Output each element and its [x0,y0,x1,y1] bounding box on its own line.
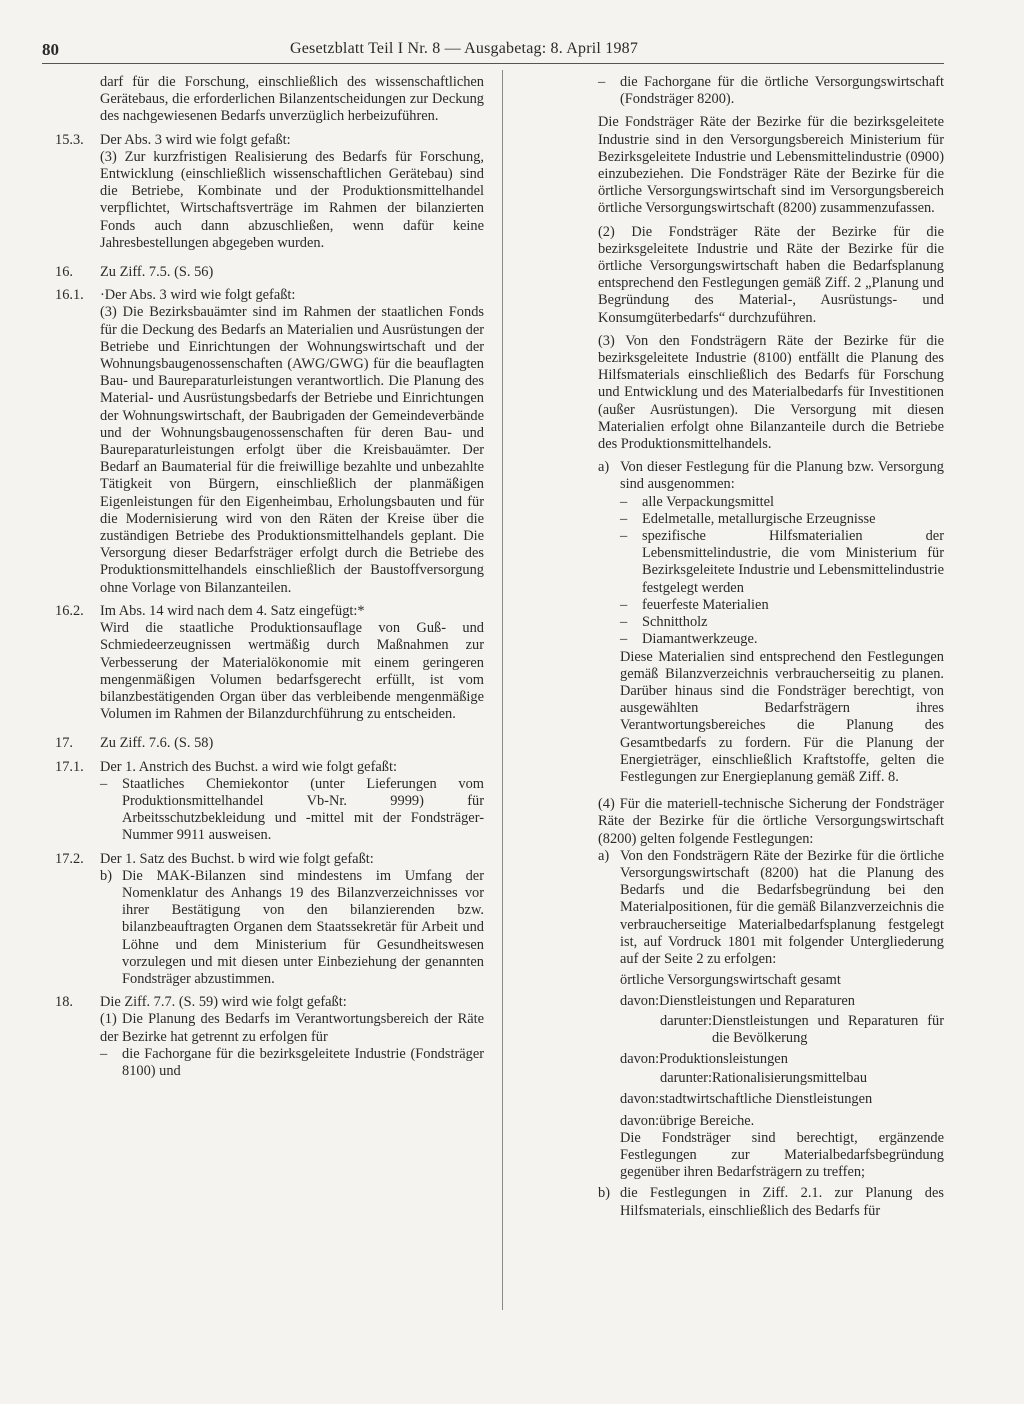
breakdown-key: davon: [620,1112,660,1129]
breakdown-key: davon: [620,1050,660,1067]
section-17 [55,735,484,752]
list-item-b [598,1185,944,1219]
section-number: 16.1. [55,287,84,304]
dash-item [620,511,944,528]
breakdown-total: örtliche Versorgungswirtschaft gesamt [620,972,841,989]
section-15-3 [55,131,484,252]
section-number: 15.3. [55,131,84,148]
breakdown-row [598,993,944,1010]
section-17-1 [55,758,484,845]
dash-mark: – [620,510,628,527]
breakdown-subrow [598,1070,944,1087]
paragraph: Die Fondsträger Räte der Bezirke für die bezirksgeleitete Industrie sind in den Versorgungsbereich Ministerium für Bezirksgeleitete Industrie und Lebensmittelindustrie (0900) einzubeziehen. Die Fondsträger Räte der Bezirke für die örtliche Versorgungswirtschaft sind im Versorgungsbereich örtliche Versorgungswirtschaft (8200) zusammenzufassen. [598,114,944,217]
dash-text: alle Verpackungsmittel [642,493,775,510]
section-16 [55,264,484,281]
breakdown-subrow [598,1013,944,1047]
section-heading: ·Der Abs. 3 wird wie folgt gefaßt: [100,287,296,304]
section-heading: Zu Ziff. 7.6. (S. 58) [100,735,214,752]
breakdown-value: übrige Bereiche. [659,1112,755,1129]
dash-text: Schnittholz [642,614,708,631]
breakdown-row [598,1091,944,1108]
dash-mark: – [598,74,606,90]
page-header: Gesetzblatt Teil I Nr. 8 — Ausgabetag: 8. April 1987 [290,40,639,57]
section-number: 16. [55,264,73,281]
list-item-a [598,459,944,786]
dash-mark: – [100,1045,108,1062]
dash-item [620,494,944,511]
list-marker: a) [598,459,610,476]
section-17-2 [55,850,484,989]
list-marker: b) [100,867,112,884]
breakdown-value: Produktionsleistungen [659,1050,788,1067]
breakdown-value: Rationalisierungsmittelbau [711,1070,868,1087]
dash-mark: – [620,631,628,648]
dash-item [620,614,944,631]
dash-mark: – [100,775,108,792]
list-marker: b) [598,1185,610,1202]
breakdown-value: Dienstleistungen und Reparaturen [659,993,855,1010]
section-number: 18. [55,994,73,1011]
dash-text: feuerfeste Materialien [642,596,769,613]
right-column [598,74,944,1220]
breakdown-value: stadtwirtschaftliche Dienstleistungen [659,1091,873,1108]
list-text: die Festlegungen in Ziff. 2.1. zur Planung des Hilfsmaterials, einschließlich des Bedarfs für [620,1185,944,1219]
dash-text: die Fachorgane für die örtliche Versorgungswirtschaft (Fondsträger 8200). [620,74,944,108]
dash-item [598,74,944,108]
left-column [55,74,484,1080]
dash-text: Diamantwerkzeuge. [642,631,758,648]
section-16-1 [55,287,484,597]
breakdown-key: davon: [620,993,660,1010]
list-text: Von dieser Festlegung für die Planung bzw. Versorgung sind ausgenommen: [620,459,944,493]
paragraph: Die Fondsträger sind berechtigt, ergänzende Festlegungen zur Materialbedarfsbegründung gegenüber ihren Bedarfsträgern zu treffen; [620,1129,944,1181]
paragraph: (3) Von den Fondsträgern Räte der Bezirke für die bezirksgeleitete Industrie (8100) entfällt die Planung des Hilfsmaterials einschließlich des Bedarfs für Forschung und Entwicklung und des Materialbedarfs für Investitionen (außer Ausrüstungen). Die Versorgung mit diesen Materialien erfolgt ohne Bilanzanteile durch die Betriebe des Produktionsmittelhandels. [598,332,944,453]
list-text: Von den Fondsträgern Räte der Bezirke für die örtliche Versorgungswirtschaft (8200) hat die Planung des Bedarfs und die Bedarfsbegründung bei den Materialpositionen, für die gemäß Bilanzverzeichnis die verbraucherseitige Materialbedarfsplanung festgelegt ist, auf Vordruck 1801 mit folgender Untergliederung auf der Seite 2 zu erfolgen: [620,847,944,967]
dash-item [620,631,944,648]
dash-text: spezifische Hilfsmaterialien der Lebensmittelindustrie, die vom Ministerium für Bezirksgeleitete Industrie und Lebensmittelindustrie festgelegt werden [642,528,944,596]
paragraph: Diese Materialien sind entsprechend den Festlegungen gemäß Bilanzverzeichnis verbraucherseitig zu planen. Darüber hinaus sind die Fondsträger berechtigt, von ausgewählten Bedarfsträgern ihres Verantwortungsbereiches die Planung des Gesamtbedarfs zu fordern. Für die Planung der Energieträger, einschließlich Kraftstoffe, gelten die Festlegungen zur Energieplanung gemäß Ziff. 8. [620,648,944,785]
section-heading: Im Abs. 14 wird nach dem 4. Satz eingefügt:* [100,602,365,619]
section-number: 17.1. [55,758,84,775]
dash-item [100,1046,484,1080]
paragraph: (3) Zur kurzfristigen Realisierung des Bedarfs für Forschung, Entwicklung (einschließlich wissenschaftlichen Gerätebau) sind die Betriebe, Kombinate und der Produktionsmittelhandel verpflichtet, Wirtschaftsverträge im Rahmen der bilanzierten Fonds auch dann abzuschließen, wenn dafür keine Jahresbestellungen abgegeben wurden. [100,148,484,251]
breakdown-row [598,1051,944,1068]
breakdown-key: davon: [620,1091,660,1108]
paragraph: (4) Für die materiell-technische Sicherung der Fondsträger Räte der Bezirke für die örtliche Versorgungswirtschaft (8200) gelten folgende Festlegungen: [598,796,944,847]
dash-mark: – [620,596,628,613]
breakdown-key: darunter: [660,1012,712,1029]
column-divider [502,70,503,1310]
dash-mark: – [620,493,628,510]
list-text: Die MAK-Bilanzen sind mindestens im Umfang der Nomenklatur des Anhangs 19 des Bilanzverzeichnisses vor ihrer Bestätigung von den bilanzierenden bzw. bilanzbeauftragten Organen dem Staatssekretär für Arbeit und Löhne und dem Ministerium für Gesundheitswesen vorzulegen und mit diesen unter Einbeziehung der genannten Fondsträger abzustimmen. [122,867,484,987]
section-heading: Der 1. Anstrich des Buchst. a wird wie folgt gefaßt: [100,758,397,775]
section-heading: Der 1. Satz des Buchst. b wird wie folgt gefaßt: [100,850,374,867]
dash-item [620,528,944,597]
dash-mark: – [620,528,628,545]
paragraph: (2) Die Fondsträger Räte der Bezirke für die bezirksgeleitete Industrie und Räte der Bezirke für die örtliche Versorgungswirtschaft haben die Bedarfsplanung entsprechend den Festlegungen gemäß Ziff. 2 „Planung und Begründung des Material-, Ausrüstungs- und Konsumgüterbedarfs“ durchzuführen. [598,223,944,326]
section-number: 16.2. [55,602,84,619]
section-heading: Die Ziff. 7.7. (S. 59) wird wie folgt gefaßt: [100,994,347,1011]
dash-text: Edelmetalle, metallurgische Erzeugnisse [642,510,876,527]
breakdown-value: Dienstleistungen und Reparaturen für die Bevölkerung [711,1012,944,1046]
section-number: 17. [55,735,73,752]
dash-text: Staatliches Chemiekontor (unter Lieferungen vom Produktionsmittelhandel Vb-Nr. 9999) für Arbeitsschutzbekleidung und -mittel mit der Fondsträger-Nummer 9911 ausweisen. [122,775,484,844]
section-18 [55,994,484,1080]
paragraph: (3) Die Bezirksbauämter sind im Rahmen der staatlichen Fonds für die Deckung des Bedarfs an Materialien und Ausrüstungen der Betriebe und Einrichtungen der Wohnungswirtschaft und der Wohnungsbaugenossenschaften (AWG/GWG) für die beauflagten Bau- und Baureparaturleistungen verantwortlich. Die Planung des Material- und Ausrüstungsbedarfs der Betriebe und Einrichtungen der Wohnungswirtschaft, der Baubrigaden der Gemeindeverbände und der Wohnungsbaugenossenschaften für deren Bau- und Baureparaturleistungen erfolgt über die Kreisbauämter. Der Bedarf an Baumaterial für die freiwillige bezahlte und unbezahlte Tätigkeit von Bürgern, einschließlich der planmäßigen Eigenleistungen für den Eigenheimbau, Erholungsbauten und für die Modernisierung wird von den Räten der Kreise über die zuständigen Betriebe des Produktionsmittelhandels geplant. Die Versorgung dieser Bedarfsträger erfolgt durch die Betriebe des Produktionsmittelhandels einschließlich der Baustoffversorgung ohne Vorlage von Bilanzanteilen. [100,304,484,596]
dash-mark: – [620,614,628,631]
breakdown-key: darunter: [660,1070,712,1087]
paragraph: darf für die Forschung, einschließlich des wissenschaftlichen Gerätebaus, die erforderlichen Bilanzentscheidungen zur Deckung des nachgewiesenen Bedarfs unverzüglich herbeizuführen. [100,74,484,125]
dash-item [100,776,484,845]
list-marker: a) [598,847,610,864]
page-number: 80 [42,40,59,59]
section-heading: Der Abs. 3 wird wie folgt gefaßt: [100,131,291,148]
breakdown-row [598,1113,944,1130]
section-16-2 [55,602,484,723]
dash-text: die Fachorgane für die bezirksgeleitete Industrie (Fondsträger 8100) und [122,1045,484,1079]
paragraph: Wird die staatliche Produktionsauflage von Guß- und Schmiedeerzeugnissen wertmäßig durch Maßnahmen zur Verbesserung der Materialökonomie mit einem geringeren mengenmäßigen Volumen bedarfsgerecht erfüllt, ist vom bilanzbestätigenden Organ über das verbleibende mengenmäßige Volumen im Rahmen der Bilanzdurchführung zu entscheiden. [100,620,484,723]
paragraph: (1) Die Planung des Bedarfs im Verantwortungsbereich der Räte der Bezirke hat getrennt zu erfolgen für [100,1011,484,1045]
dash-item [620,597,944,614]
list-item-b [100,868,484,988]
list-item-a [598,848,944,968]
section-heading: Zu Ziff. 7.5. (S. 56) [100,264,214,281]
section-number: 17.2. [55,850,84,867]
header-rule [42,63,944,64]
